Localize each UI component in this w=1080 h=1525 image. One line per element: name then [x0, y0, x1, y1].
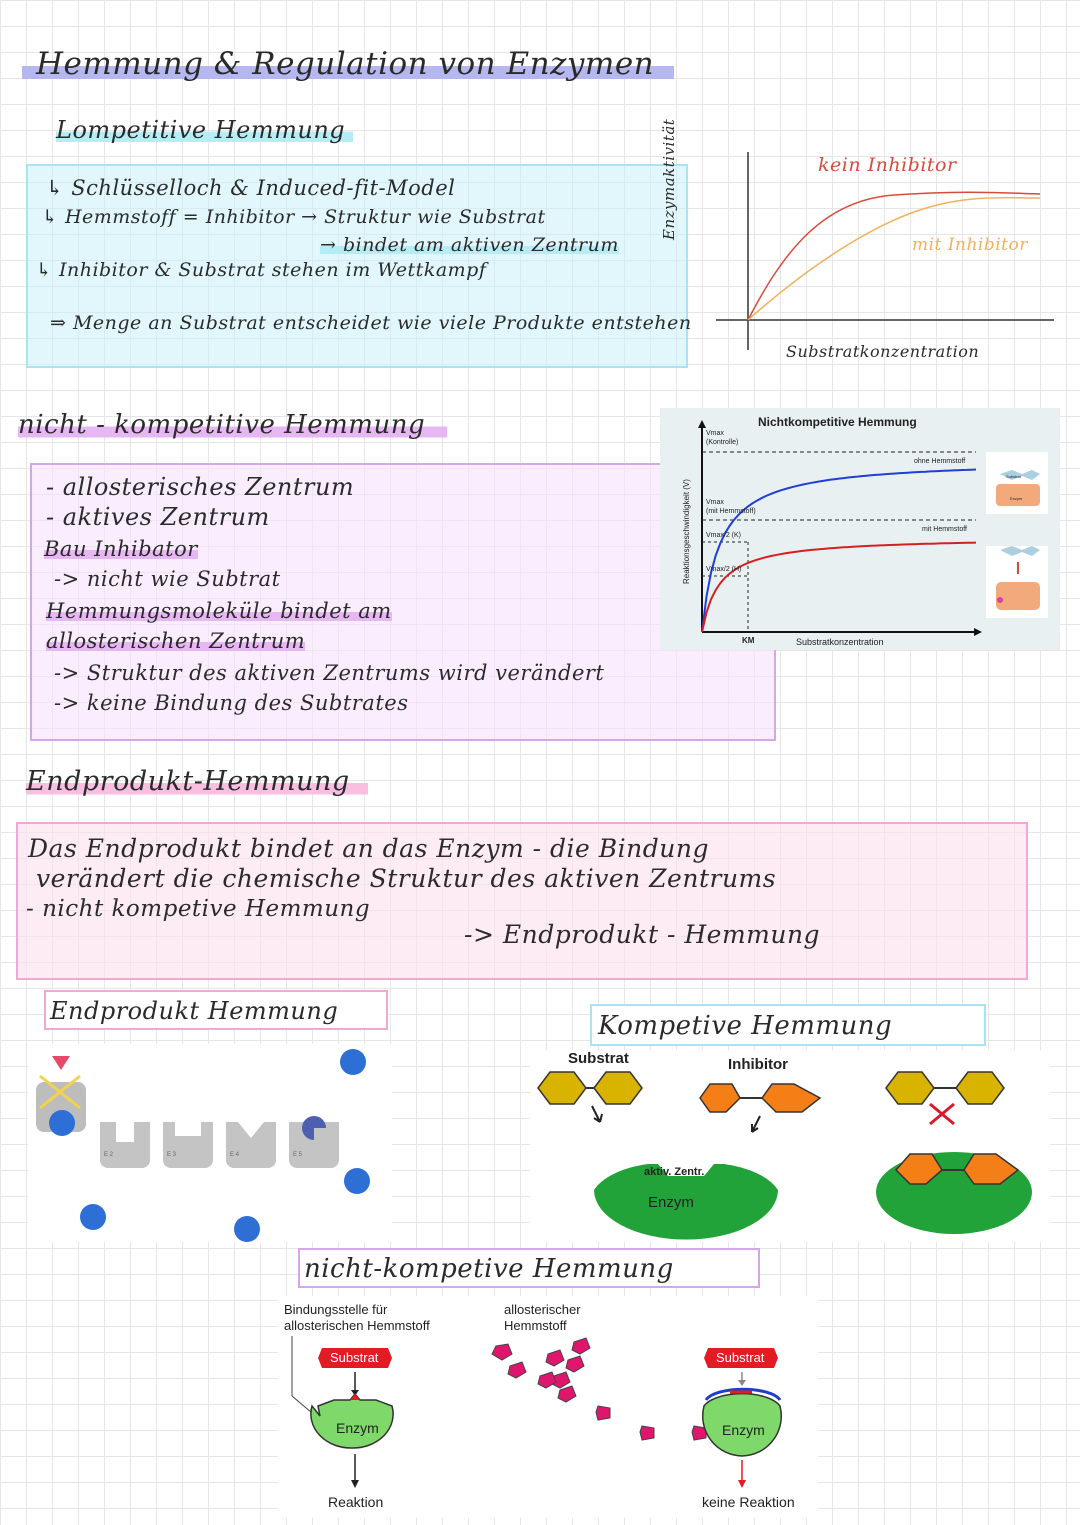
diagram-noncompetitive-label: nicht-kompetive Hemmung — [298, 1248, 760, 1288]
chart2-series-ohne-hemmstoff — [702, 470, 976, 633]
endproduct-line-4: -> Endprodukt - Hemmung — [464, 920, 821, 949]
noncomp-line-7: -> Struktur des aktiven Zentrums wird verändert — [54, 661, 605, 685]
graph1-label-no-inhibitor: kein Inhibitor — [818, 154, 957, 176]
enzyme-e4: E 4 — [230, 1152, 240, 1158]
noncomp-no-reaction-label: keine Reaktion — [702, 1494, 795, 1510]
chart2-half-k: Vmax/2 (K) — [706, 532, 742, 539]
graph1-label-inhibitor: mit Inhibitor — [912, 235, 1028, 255]
noncomp-line-3: Bau Inhibator — [44, 537, 198, 561]
enzyme-e5: E 5 — [293, 1152, 303, 1158]
chart2-half-h: Vmax/2 (H) — [706, 566, 742, 573]
noncomp-binding-site-label: Bindungsstelle für — [284, 1302, 388, 1317]
endproduct-box — [16, 822, 1028, 980]
endproduct-heading: Endprodukt-Hemmung — [26, 766, 368, 797]
chart2-vmax-inhib-sub: (mit Hemmstoff) — [706, 508, 756, 515]
competitive-enzyme-label: Enzym — [648, 1194, 694, 1211]
noncomp-line-8: -> keine Bindung des Subtrates — [54, 691, 409, 715]
enzyme-e3: E 3 — [167, 1152, 177, 1158]
competitive-line-5: ⇒ Menge an Substrat entscheidet wie viele Produkte entstehen — [50, 312, 692, 334]
diagram-competitive-label: Kompetive Hemmung — [590, 1004, 986, 1046]
noncomp-enzyme-right: Enzym — [722, 1422, 765, 1438]
graph1-x-label: Substratkonzentration — [786, 342, 980, 361]
chart2-label-mit: mit Hemmstoff — [922, 526, 967, 533]
chart2-series-mit-hemmstoff — [702, 543, 976, 632]
noncomp-substrat-left: Substrat — [330, 1350, 379, 1365]
chart2-x-label: Substratkonzentration — [796, 637, 884, 647]
competitive-substrat-label: Substrat — [568, 1050, 629, 1067]
noncomp-enzyme-left: Enzym — [336, 1420, 379, 1436]
noncompetitive-chart-panel — [660, 408, 1060, 650]
diagram-competitive — [530, 1050, 1050, 1242]
competitive-box — [26, 164, 692, 368]
competitive-inhibitor-label: Inhibitor — [728, 1056, 788, 1073]
noncomp-line-2: - aktives Zentrum — [46, 503, 270, 531]
chart2-title: Nichtkompetitive Hemmung — [758, 415, 917, 429]
endproduct-line-1: Das Endprodukt bindet an das Enzym - die Bindung — [28, 834, 709, 863]
noncomp-reaction-label: Reaktion — [328, 1494, 384, 1510]
endproduct-line-3: - nicht kompetive Hemmung — [26, 896, 371, 922]
curve-inhibitor — [748, 198, 1040, 320]
graph1-y-label: Enzymaktivität — [660, 118, 678, 240]
noncomp-substrat-right: Substrat — [716, 1350, 765, 1365]
noncomp-binding-site-label-2: allosterischen Hemmstoff — [284, 1318, 430, 1333]
diagram-endproduct-label: Endprodukt Hemmung — [44, 990, 388, 1030]
competitive-line-2: ↳ Hemmstoff = Inhibitor → Struktur wie Substrat — [42, 206, 546, 228]
page-title: Hemmung & Regulation von Enzymen — [22, 46, 674, 82]
noncomp-line-1: - allosterisches Zentrum — [46, 473, 355, 501]
chart2-vmax-control: Vmax — [706, 430, 724, 437]
diagram-endproduct — [28, 1044, 392, 1242]
competitive-line-4: ↳ Inhibitor & Substrat stehen im Wettkampf — [36, 259, 487, 281]
chart2-vmax-inhib: Vmax — [706, 499, 724, 506]
chart2-y-label: Reaktionsgeschwindigkeit (V) — [682, 479, 691, 584]
chart2-icon-substrat: Substrat — [1006, 474, 1021, 479]
noncomp-line-6: allosterischen Zentrum — [46, 629, 306, 653]
chart2-km: KM — [742, 636, 755, 645]
chart2-icon-enzym: Enzym — [1010, 496, 1023, 501]
noncomp-allosteric-label-2: Hemmstoff — [504, 1318, 567, 1333]
chart2-vmax-control-sub: (Kontrolle) — [706, 439, 739, 446]
noncompetitive-heading: nicht - kompetitive Hemmung — [18, 410, 447, 440]
curve-no-inhibitor — [748, 192, 1040, 320]
chart2-label-ohne: ohne Hemmstoff — [914, 458, 966, 465]
competitive-active-site-label: aktiv. Zentr. — [644, 1166, 705, 1178]
competitive-line-3: → bindet am aktiven Zentrum — [320, 234, 619, 256]
endproduct-line-2: verändert die chemische Struktur des aktiven Zentrums — [36, 864, 777, 893]
competitive-heading: Lompetitive Hemmung — [56, 116, 353, 144]
diagram-noncompetitive — [278, 1296, 818, 1518]
noncomp-allosteric-label: allosterischer — [504, 1302, 581, 1317]
noncomp-line-5: Hemmungsmoleküle bindet am — [46, 599, 392, 623]
enzyme-e2: E 2 — [104, 1152, 114, 1158]
noncomp-line-4: -> nicht wie Subtrat — [54, 567, 281, 591]
competitive-line-1: ↳ Schlüsselloch & Induced-fit-Model — [46, 176, 456, 200]
